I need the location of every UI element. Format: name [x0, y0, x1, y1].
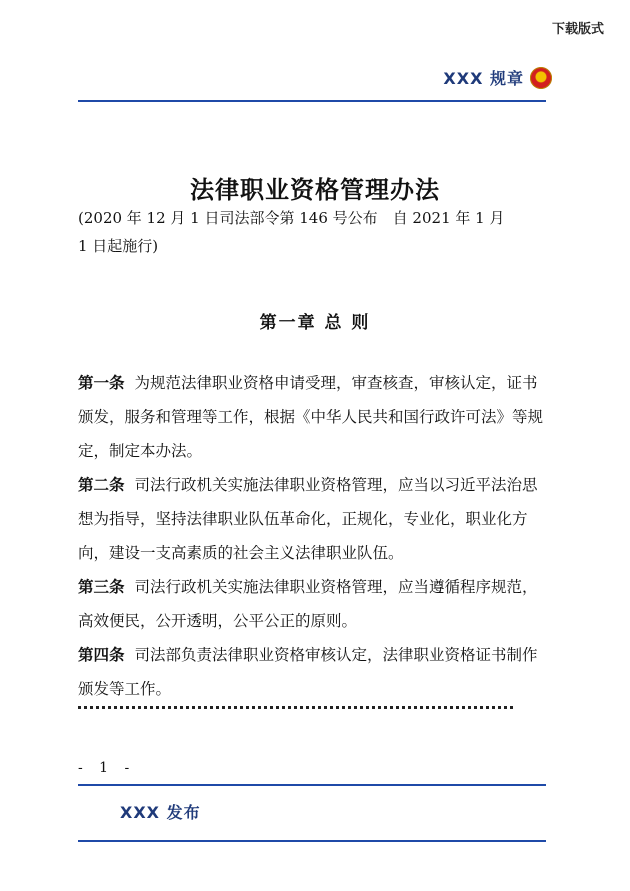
subtitle-line-1: (2020 年 12 月 1 日司法部令第 146 号公布 自 2021 年 1 月 — [78, 209, 505, 227]
continuation-dots — [78, 706, 513, 709]
article-label: 第三条 — [78, 578, 125, 596]
article-2 — [78, 468, 548, 570]
page-number: - 1 - — [78, 760, 136, 776]
brand-title: XXX 规章 — [443, 69, 524, 88]
article-text: 为规范法律职业资格申请受理，审查核查，审核认定，证书颁发，服务和管理等工作，根据《中华人民共和国行政许可法》等规定，制定本办法。 — [78, 374, 544, 460]
document-body — [78, 366, 548, 706]
article-label: 第一条 — [78, 374, 125, 392]
article-3 — [78, 570, 548, 638]
article-text: 司法部负责法律职业资格审核认定，法律职业资格证书制作颁发等工作。 — [78, 646, 538, 698]
subtitle — [78, 204, 548, 260]
document-title: 法律职业资格管理办法 — [190, 175, 440, 204]
header-rule — [78, 100, 546, 102]
download-format-tag[interactable]: 下载版式 — [551, 22, 604, 37]
footer-rule — [78, 784, 546, 786]
article-label: 第四条 — [78, 646, 125, 664]
national-emblem-icon — [530, 67, 552, 89]
article-4 — [78, 638, 548, 706]
chapter-heading: 第一章 总 则 — [259, 313, 371, 333]
article-text: 司法行政机关实施法律职业资格管理，应当以习近平法治思想为指导，坚持法律职业队伍革命化，正规化，专业化，职业化方向，建设一支高素质的社会主义法律职业队伍。 — [78, 476, 538, 562]
article-label: 第二条 — [78, 476, 125, 494]
footer-issuer: XXX 发布 — [120, 803, 201, 822]
subtitle-line-2: 1 日起施行) — [78, 237, 159, 255]
article-text: 司法行政机关实施法律职业资格管理，应当遵循程序规范，高效便民，公开透明，公平公正的原则。 — [78, 578, 538, 630]
header-brand — [443, 66, 552, 89]
article-1 — [78, 366, 548, 468]
footer-bottom-rule — [78, 840, 546, 842]
